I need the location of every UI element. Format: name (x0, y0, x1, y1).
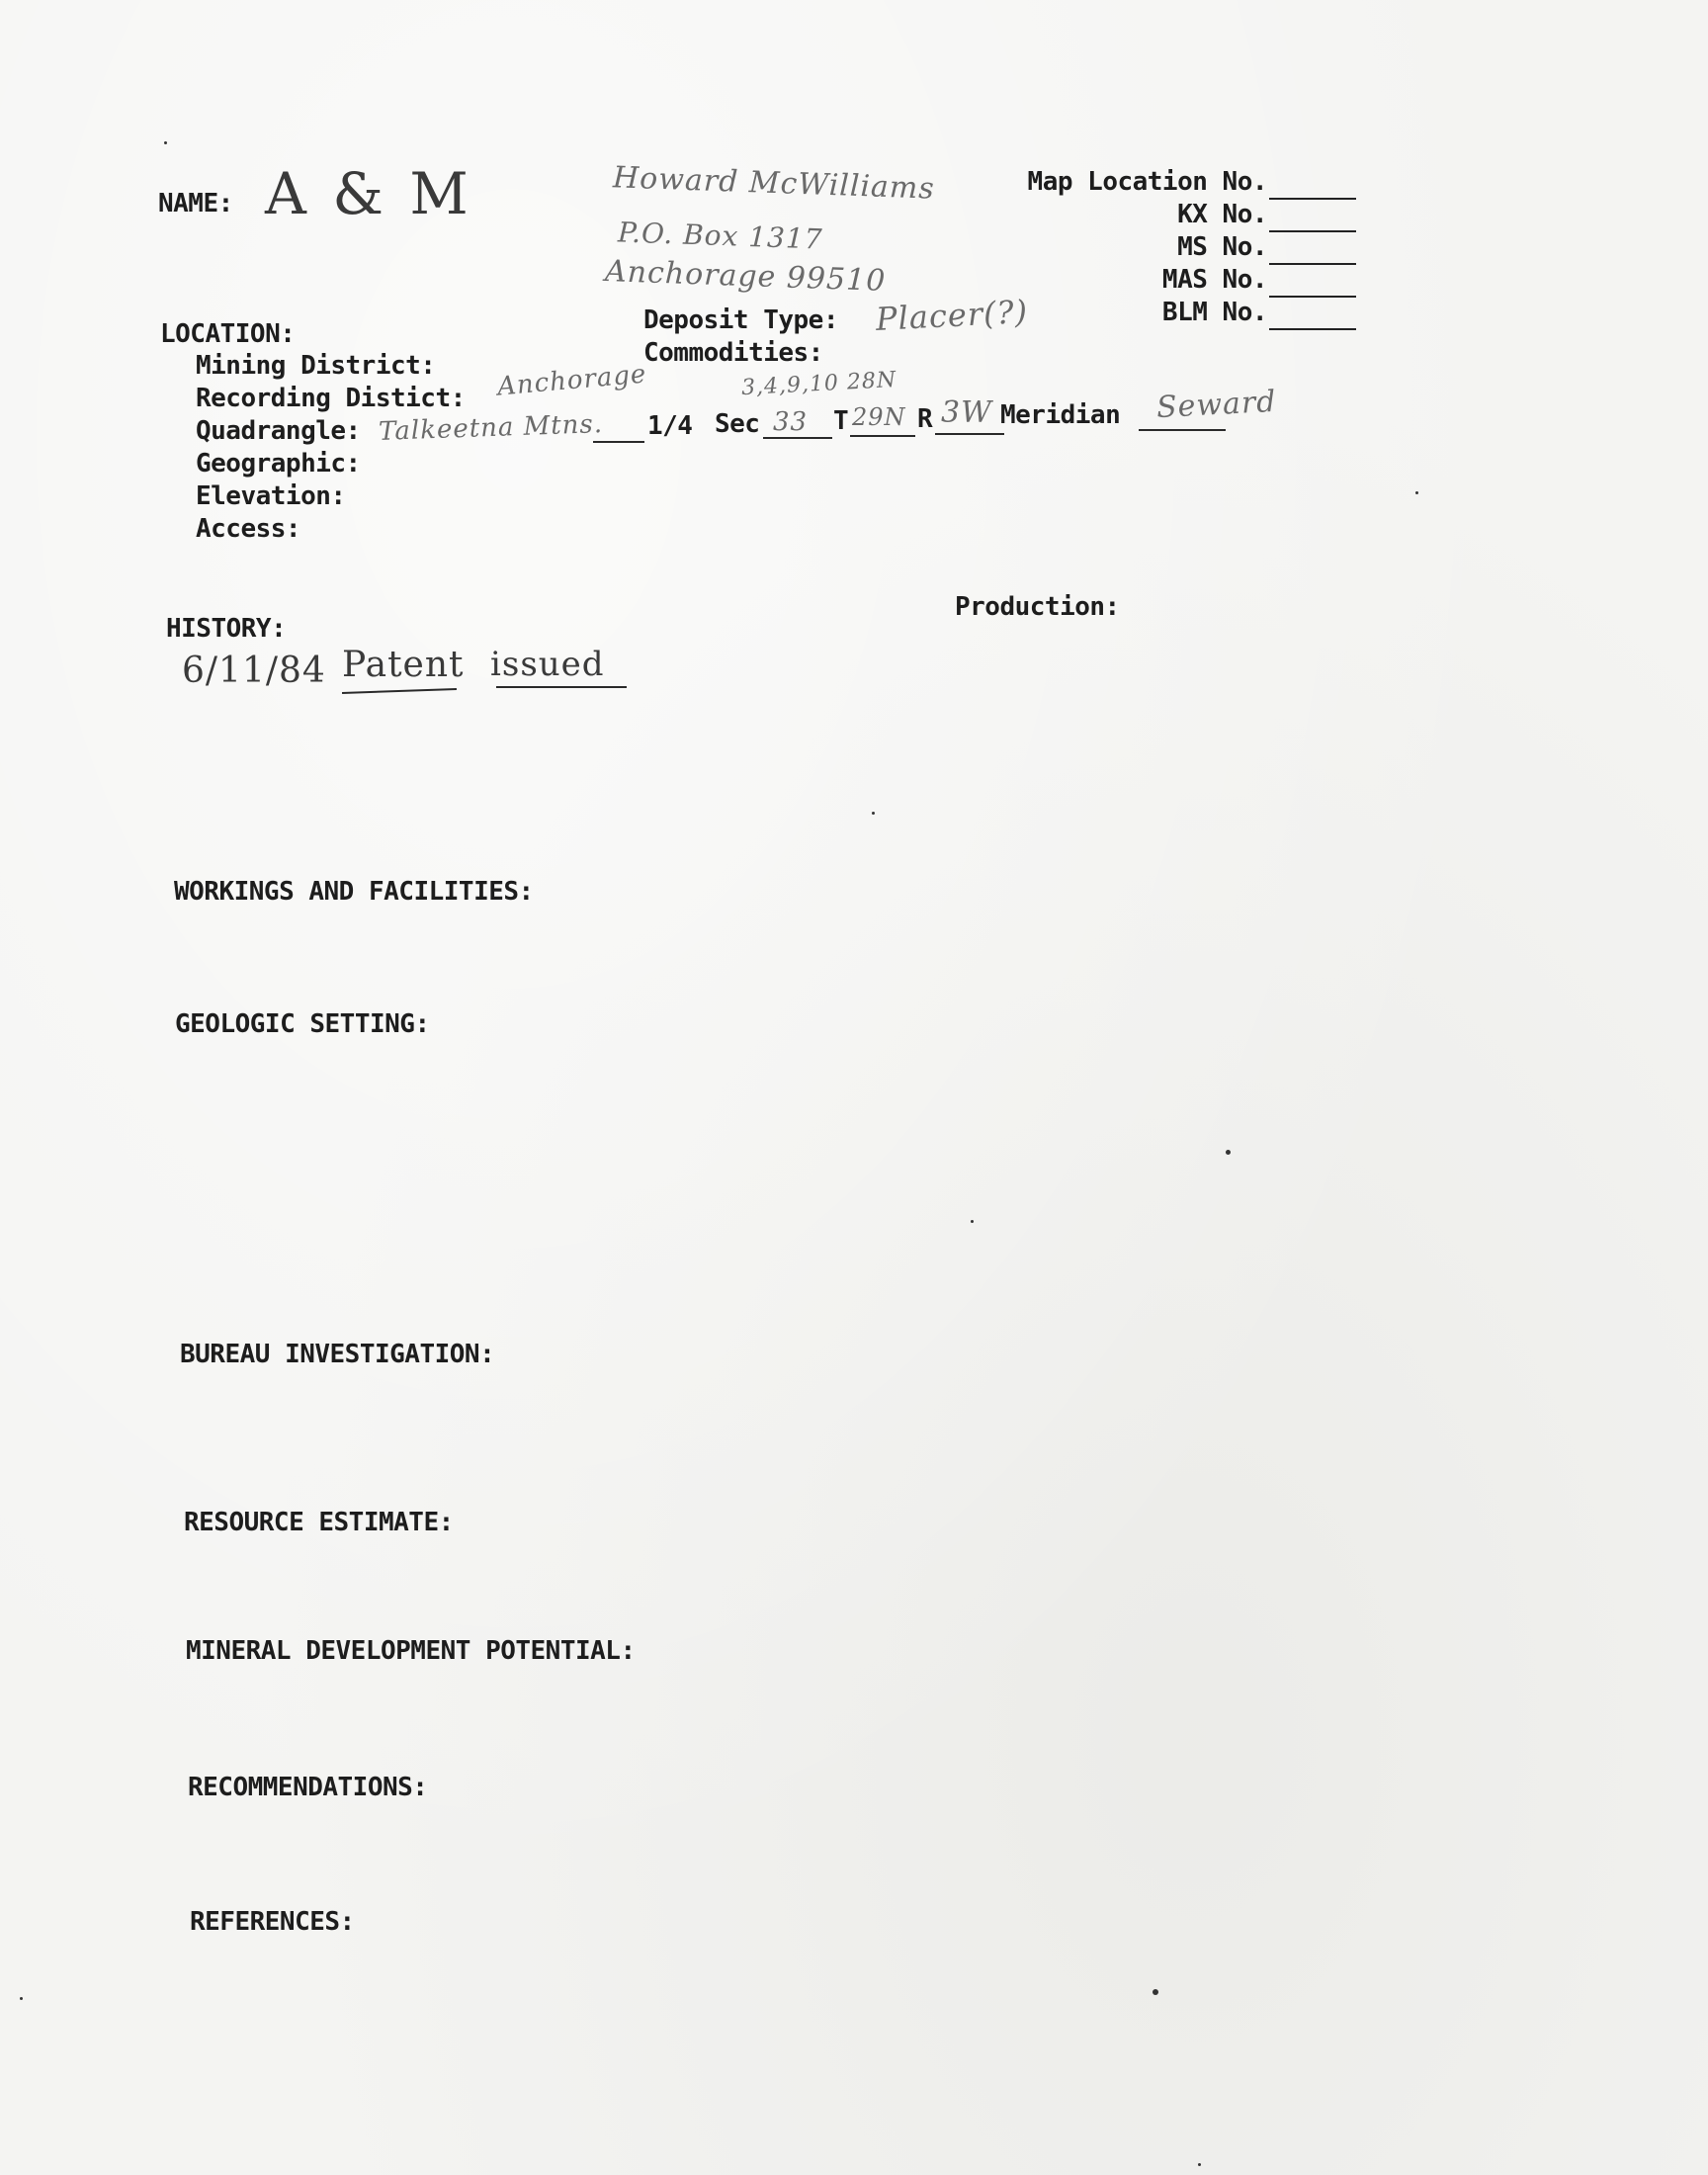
history-word-patent: Patent (342, 645, 465, 685)
scan-speck (872, 812, 875, 815)
deposit-type-label: Deposit Type: (643, 305, 838, 335)
deposit-type-value: Placer(?) (875, 292, 1030, 339)
scan-speck (971, 1220, 974, 1223)
references-label: REFERENCES: (190, 1907, 355, 1937)
r-value: 3W (941, 395, 992, 430)
t-value: 29N (852, 403, 906, 431)
history-label: HISTORY: (166, 614, 287, 644)
commodities-label: Commodities: (643, 338, 823, 368)
sec-value: 33 (773, 407, 809, 437)
blm-label: BLM No. (1161, 298, 1267, 327)
blm-blank (1269, 328, 1356, 330)
sec-note: 3,4,9,10 28N (740, 367, 897, 401)
scan-speck (1198, 2163, 1201, 2166)
ms-label: MS No. (1177, 232, 1267, 262)
sec-label: Sec (715, 409, 760, 439)
quadrangle-value: Talkeetna Mtns. (378, 409, 604, 447)
name-value: A & M (265, 160, 472, 227)
production-label: Production: (955, 592, 1120, 622)
history-date: 6/11/84 (182, 651, 326, 691)
t-label: T (833, 406, 849, 436)
sec-underline (763, 437, 832, 439)
scan-speck (164, 141, 167, 144)
map-location-label: Map Location No. (1027, 167, 1267, 197)
meridian-value: Seward (1155, 384, 1278, 426)
recommendations-label: RECOMMENDATIONS: (188, 1773, 428, 1802)
kx-blank (1269, 230, 1356, 232)
mas-label: MAS No. (1161, 265, 1267, 295)
quarter-label: 1/4 (647, 411, 693, 441)
recording-district-label: Recording Distict: (196, 384, 466, 413)
history-word-issued: issued (490, 645, 605, 684)
bureau-label: BUREAU INVESTIGATION: (180, 1340, 495, 1369)
name-label: NAME: (158, 189, 233, 218)
owner-name: Howard McWilliams (612, 160, 936, 207)
kx-label: KX No. (1177, 200, 1267, 229)
resource-label: RESOURCE ESTIMATE: (184, 1508, 454, 1537)
meridian-label: Meridian (1000, 400, 1121, 430)
mining-district-label: Mining District: (196, 351, 436, 381)
location-label: LOCATION: (160, 319, 296, 349)
workings-label: WORKINGS AND FACILITIES: (174, 877, 534, 907)
patent-underline (342, 688, 457, 694)
issued-underline (496, 686, 627, 688)
owner-city: Anchorage 99510 (604, 254, 887, 299)
meridian-underline (1139, 429, 1226, 431)
scan-speck (1153, 1989, 1158, 1995)
r-label: R (917, 404, 933, 434)
owner-box: P.O. Box 1317 (617, 216, 824, 256)
scan-speck (1226, 1150, 1231, 1155)
r-underline (935, 433, 1004, 435)
scan-speck (20, 1997, 23, 2000)
quadrangle-label: Quadrangle: (196, 416, 361, 446)
access-label: Access: (196, 514, 301, 544)
t-underline (850, 435, 915, 437)
quarter-blank (593, 441, 644, 443)
scan-speck (1415, 491, 1418, 494)
mas-blank (1269, 296, 1356, 298)
map-location-blank (1269, 198, 1356, 200)
recording-district-value: Anchorage (495, 359, 648, 402)
elevation-label: Elevation: (196, 481, 346, 511)
ms-blank (1269, 263, 1356, 265)
geologic-label: GEOLOGIC SETTING: (175, 1009, 430, 1039)
geographic-label: Geographic: (196, 449, 361, 478)
mineral-label: MINERAL DEVELOPMENT POTENTIAL: (186, 1636, 636, 1666)
